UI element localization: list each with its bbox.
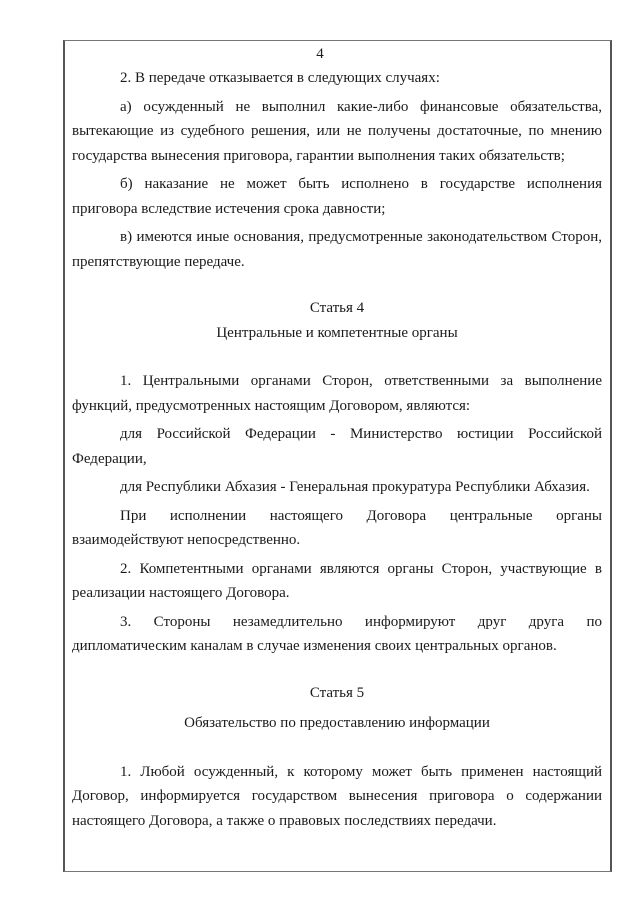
document-body (72, 66, 602, 833)
paragraph: При исполнении настоящего Договора центральные органы взаимодействуют непосредственно. (72, 507, 602, 548)
paragraph: 3. Стороны незамедлительно информируют друг друга по дипломатическим каналам в случае изменения своих центральных органов. (72, 613, 602, 654)
paragraph: 1. Центральными органами Сторон, ответственными за выполнение функций, предусмотренных настоящим Договором, являются: (72, 373, 602, 414)
article-title: Центральные и компетентные органы (216, 324, 458, 341)
paragraph: 2. Компетентными органами являются органы Сторон, участвующие в реализации настоящего Договора. (72, 560, 602, 601)
paragraph: для Российской Федерации - Министерство юстиции Российской Федерации, (72, 426, 602, 467)
paragraph: в) имеются иные основания, предусмотренные законодательством Сторон, препятствующие передаче. (72, 229, 602, 270)
article-number: Статья 5 (309, 684, 365, 701)
paragraph: а) осужденный не выполнил какие-либо финансовые обязательства, вытекающие из судебного решения, или не получены достаточные, по мнению государства вынесения приговора, гарантии выполнения таких обязательств; (72, 98, 602, 164)
article-number: Статья 4 (309, 300, 365, 316)
paragraph: б) наказание не может быть исполнено в государстве исполнения приговора вследствие истечения срока давности; (72, 176, 602, 217)
page-number: 4 (316, 46, 324, 62)
paragraph: 2. В передаче отказывается в следующих случаях: (120, 70, 440, 86)
paragraph: для Республики Абхазия - Генеральная прокуратура Республики Абхазия. (120, 479, 590, 495)
paragraph: 1. Любой осужденный, к которому может быть применен настоящий Договор, информируется государством вынесения приговора о содержании настоящего Договора, а также о правовых последствиях передачи. (72, 763, 602, 829)
article-title: Обязательство по предоставлению информации (184, 715, 490, 731)
